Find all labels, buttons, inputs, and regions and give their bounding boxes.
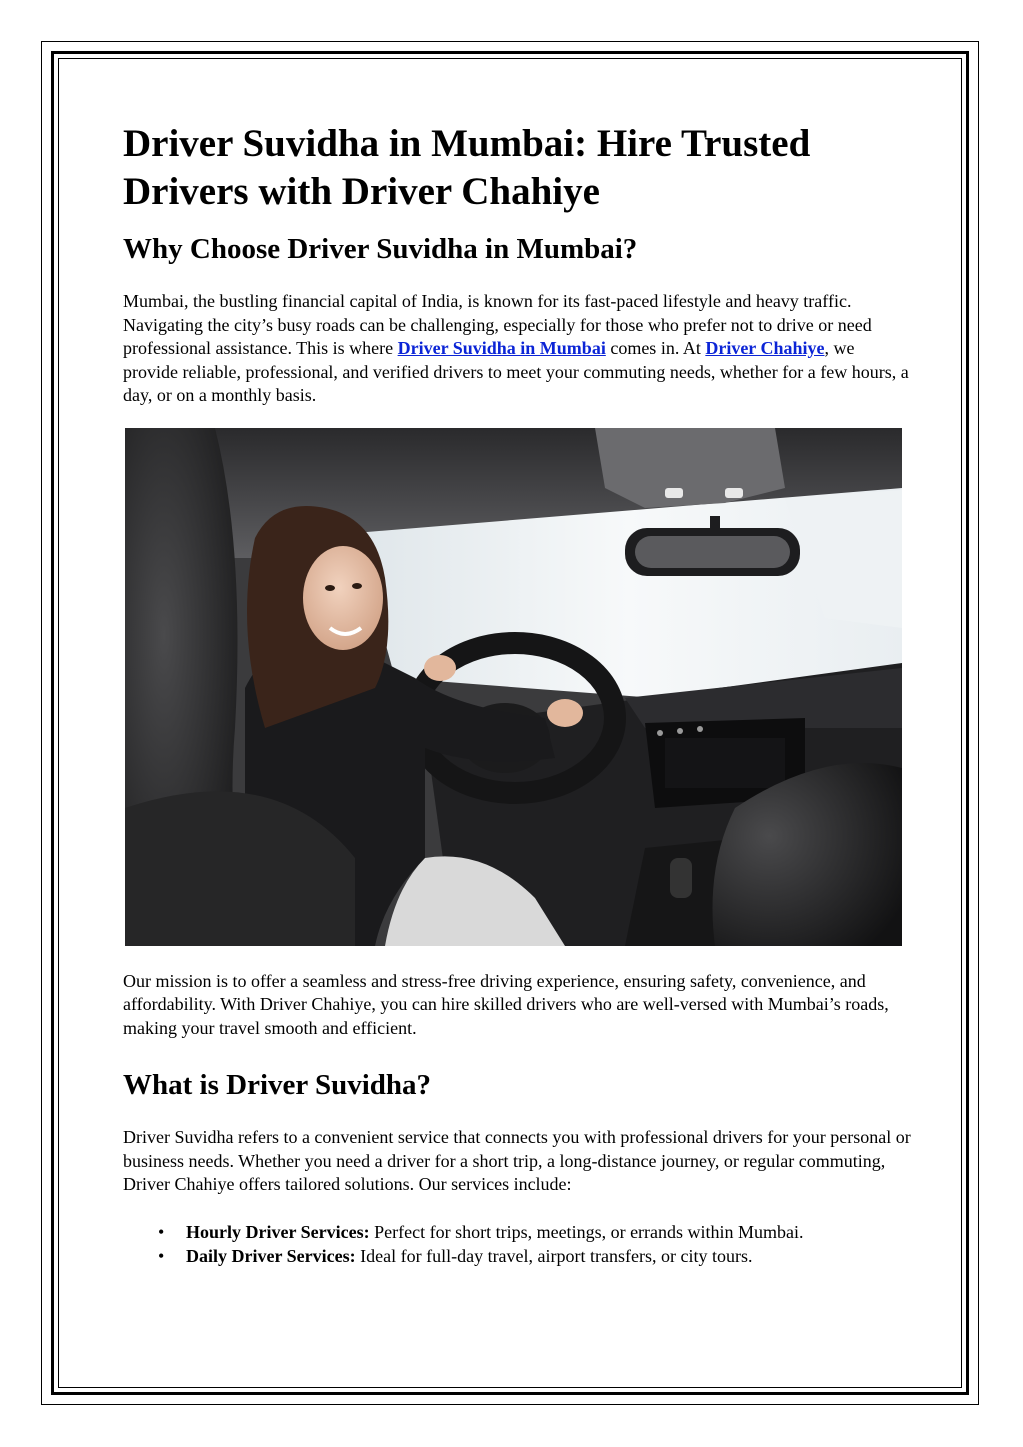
intro-text-1: Mumbai, the bustling financial capital of India, is known for its fast-paced lifestyle and heavy traffic. Navigating the city’s busy roads can be challenging, especially for those who prefer not to drive or need professional assistance. This is where: [123, 291, 872, 358]
service-term: Hourly Driver Services:: [186, 1221, 370, 1242]
link-driver-suvidha-in-mumbai[interactable]: Driver Suvidha in Mumbai: [397, 338, 606, 358]
services-list: [123, 1220, 913, 1268]
intro-text-3: , we provide reliable, professional, and verified drivers to meet your commuting needs, whether for a few hours, a day, or on a monthly basis.: [123, 338, 909, 405]
intro-paragraph: [123, 290, 913, 408]
driver-suvidha-paragraph: Driver Suvidha refers to a convenient service that connects you with professional drivers for your personal or business needs. Whether you need a driver for a short trip, a long-distance journey, or regular commuting, Driver Chahiye offers tailored solutions. Our services include:: [123, 1127, 911, 1194]
list-item: [158, 1244, 913, 1268]
woman-driving-car-photo: [125, 428, 902, 946]
link-driver-chahiye[interactable]: Driver Chahiye: [705, 338, 825, 358]
intro-text-2: comes in. At: [605, 338, 706, 358]
section-heading-why-choose: Why Choose Driver Suvidha in Mumbai?: [123, 233, 638, 265]
service-desc: Perfect for short trips, meetings, or errands within Mumbai.: [369, 1221, 804, 1242]
bullet-icon: •: [158, 1245, 165, 1266]
page-title: Driver Suvidha in Mumbai: Hire Trusted Drivers with Driver Chahiye: [123, 122, 811, 213]
service-desc: Ideal for full-day travel, airport transfers, or city tours.: [355, 1245, 753, 1266]
document-content: [123, 120, 913, 1268]
list-item: [158, 1220, 913, 1244]
service-term: Daily Driver Services:: [186, 1245, 356, 1266]
section-heading-what-is: What is Driver Suvidha?: [123, 1069, 432, 1101]
mission-paragraph: Our mission is to offer a seamless and stress-free driving experience, ensuring safety, convenience, and affordability. With Driver Chahiye, you can hire skilled drivers who are well-versed with Mumbai’s roads, making your travel smooth and efficient.: [123, 970, 889, 1038]
bullet-icon: •: [158, 1221, 165, 1242]
